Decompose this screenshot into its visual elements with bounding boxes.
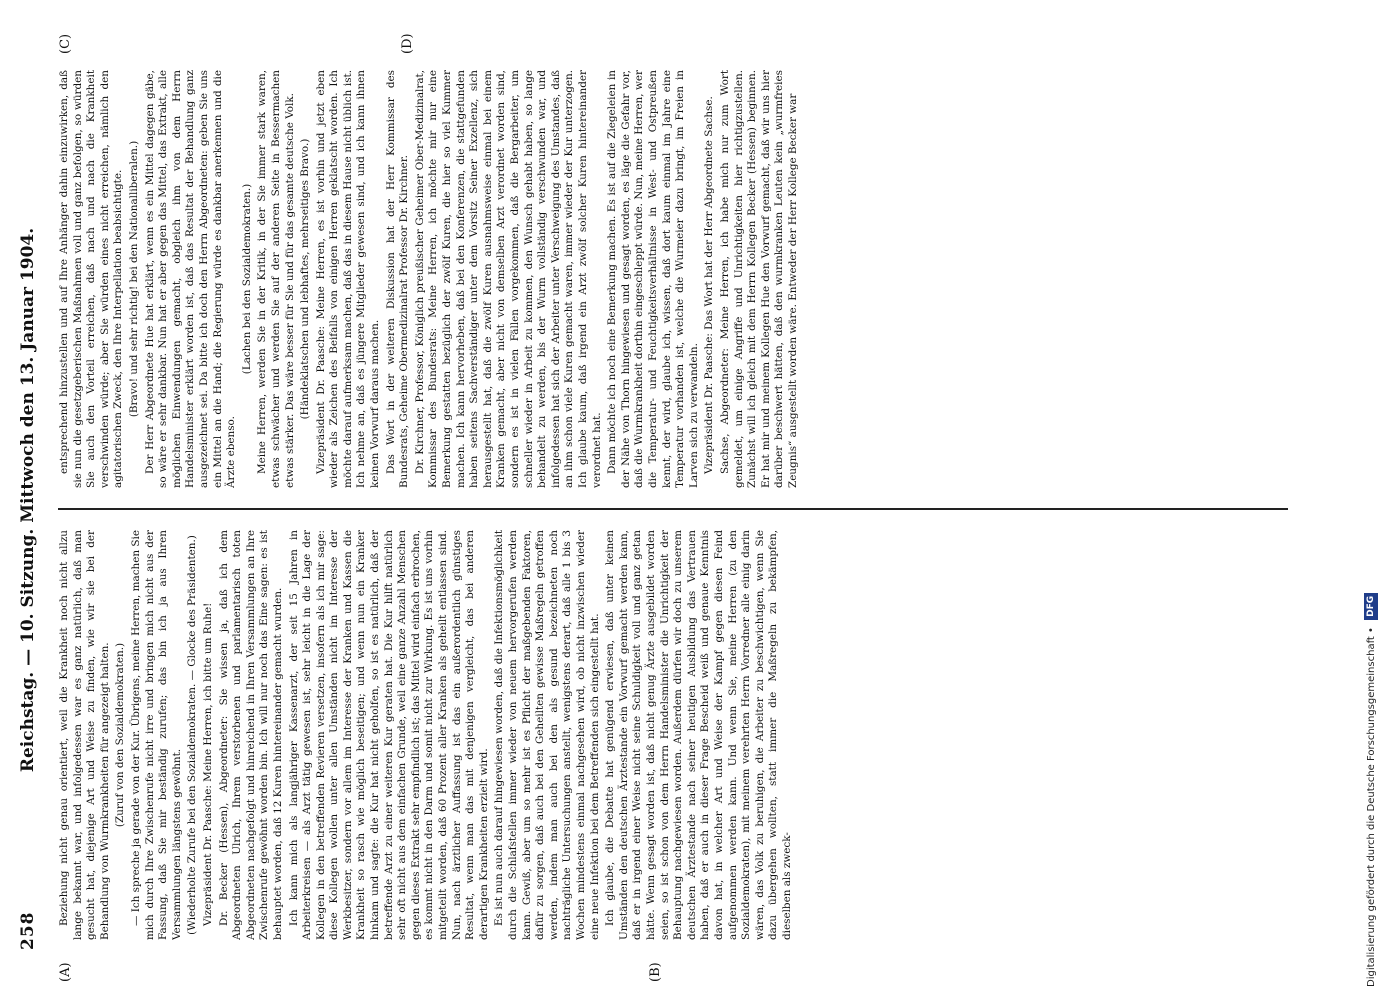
paragraph: Dr. Becker (Hessen), Abgeordneter: Sie wissen ja, daß ich dem Abgeordneten Ulrich, Ihrem verstorbenen und parlamentarisch toten Abgeordneten nachgefolgt und hinreichend in Ihren Versammlungen an Ihre Zwischenrufe gewöhnt worden bin. Ich will nur noch das Eine sagen: es ist behauptet worden, daß 12 Kuren hintereinander gemacht wurden. <box>217 530 284 940</box>
paragraph: Es ist nun auch darauf hingewiesen worden, daß die Infektionsmöglichkeit durch die Schlafstellen immer wieder von neuem hervorgerufen werden kann. Gewiß, aber um so mehr ist es Pflicht der maßgebenden Faktoren, dafür zu sorgen, daß auch bei den Geheilten gewisse Maßregeln getroffen werden, indem man auch bei den als gesund bezeichneten noch nachträgliche Untersuchungen anstellt, wenigstens derart, daß alle 1 bis 3 Wochen mindestens einmal nachgesehen wird, ob nicht inzwischen wieder eine neue Infektion bei dem Betreffenden sich eingestellt hat. <box>493 530 601 940</box>
interjection: (Bravo! und sehr richtig! bei den Nationalliberalen.) <box>127 140 140 418</box>
paragraph: entsprechend hinzustellen und auf Ihre Anhänger dahin einzuwirken, daß sie nun die gesetzgeberischen Maßnahmen voll und ganz befolgen, so würden Sie auch den Vorteil erreichen, daß nach und nach die Krankheit verschwinden würde; aber Sie würden eines nicht erreichen, nämlich den agitatorischen Zweck, den Ihre Interpellation beabsichtigte. <box>58 70 125 488</box>
column-divider <box>58 508 1288 510</box>
paragraph: Das Wort in der weiteren Diskussion hat der Herr Kommissar des Bundesrats, Geheime Obermedizinalrat Professor Dr. Kirchner. <box>384 70 411 488</box>
dfg-logo: DFG <box>1364 593 1378 620</box>
margin-mark-c: (C) <box>58 33 73 54</box>
paragraph: Beziehung nicht genau orientiert, weil die Krankheit noch nicht allzu lange bekannt war, und infolgedessen war es ganz natürlich, daß man gesucht hat, diejenige Art und Weise zu finden, wie wir sie bei der Behandlung von Wurmkrankheiten für angezeigt halten. <box>58 530 111 940</box>
paragraph: Sachse, Abgeordneter: Meine Herren, ich habe mich nur zum Wort gemeldet, um einige Angriffe und Unrichtigkeiten hier richtigzustellen. Zunächst will ich gleich mit dem Herrn Kollegen Becker (Hessen) beginnen. Er hat mir und meinem Kollegen Hue den Vorwurf gemacht, daß wir uns hier darüber beschwert hätten, daß den wurmkranken Leuten kein „wurmfreies Zeugnis“ ausgestellt worden wäre. Entweder der Herr Kollege Becker war <box>718 70 799 488</box>
interjection: (Händeklatschen und lebhaftes, mehrseitiges Bravo.) <box>299 138 312 420</box>
paragraph: — Ich spreche ja gerade von der Kur. Übrigens, meine Herren, machen Sie mich durch Ihre Zwischenrufe nicht irre und bringen mich nicht aus der Fassung, daß Sie mir beständig zurufen; das bin ich ja aus Ihren Versammlungen längstens gewöhnt. <box>129 530 183 940</box>
margin-mark-b: (B) <box>648 962 663 982</box>
digitization-credit <box>1357 12 1383 988</box>
paragraph: Ich kann mich als langjähriger Kassenarzt, der seit 15 Jahren in Arbeiterkreisen — als Arzt tätig gewesen ist, sehr leicht in die Lage der Kollegen in den betreffenden Revieren versetzen, insofern als ich mir sage: diese Kollegen wollen unter allen Umständen nicht im Interesse der Werkbesitzer, sondern vor allem im Interesse der Kranken und Kassen die Krankheit so rasch wie möglich beseitigen; und wenn nun ein Kranker hinkam und sagte: die Kur hat nicht geholfen, so ist es natürlich, daß der betreffende Arzt zu einer weiteren Kur geraten hat. Die Kur hilft natürlich sehr oft nicht aus dem einfachen Grunde, weil eine ganze Anzahl Menschen gegen dieses Extrakt sehr empfindlich ist; das Mittel wird einfach erbrochen, es kommt nicht in den Darm und somit nicht zur Wirkung. Es ist uns vorhin mitgeteilt worden, daß 60 Prozent aller Kranken als geheilt entlassen sind. Nun, nach ärztlicher Auffassung ist das ein außerordentlich günstiges Resultat, wenn man das mit denjenigen vergleicht, das bei anderen derartigen Krankheiten erzielt wird. <box>287 530 490 940</box>
paragraph: Vizepräsident Dr. Paasche: Meine Herren, es ist vorhin und jetzt eben wieder als Zeichen des Beifalls von einigen Herren geklatscht worden. Ich möchte darauf aufmerksam machen, daß das in diesem Hause nicht üblich ist. Ich nehme an, daß es jüngere Mitglieder gewesen sind, und ich kann ihnen keinen Vorwurf daraus machen. <box>314 70 382 488</box>
paragraph: Ich glaube, die Debatte hat genügend erwiesen, daß unter keinen Umständen den deutschen Ärztestande ein Vorwurf gemacht werden kann, daß er in irgend einer Weise nicht seine Schuldigkeit voll und ganz getan hätte. Wenn gesagt worden ist, daß nicht genug Ärzte ausgebildet worden seien, so ist schon von dem Herrn Handelsminister die Unrichtigkeit der Behauptung nachgewiesen worden. Außerdem dürfen wir doch zu unserem deutschen Ärztestande nach seiner heutigen Ausbildung das Vertrauen haben, daß er auch in dieser Frage Bescheid weiß und genaue Kenntnis davon hat, in welcher Art und Weise der Kampf gegen diesen Feind aufgenommen werden kann. Und wenn Sie, meine Herren (zu den Sozialdemokraten), mit meinem verehrten Herrn Vorredner alle einig darin wären, das Volk zu beruhigen, die Arbeiter zu beschwichtigen, wenn Sie dazu übergehen wollten, statt immer die Maßregeln zu bekämpfen, dieselben als zweck- <box>604 530 793 940</box>
paragraph: Dann möchte ich noch eine Bemerkung machen. Es ist auf die Ziegeleien in der Nähe von Thorn hingewiesen und gesagt worden, es läge die Gefahr vor, daß die Wurmkrankheit dorthin eingeschleppt würde. Nun, meine Herren, wer die Temperatur- und Feuchtigkeitsverhältnisse in West- und Ostpreußen kennt, der wird, glaube ich, wissen, daß dort kaum einmal im Jahre eine Temperatur vorhanden ist, welche die Wurmeier dazu bringt, im Freien in Larven sich zu verwandeln. <box>606 70 700 488</box>
paragraph: Vizepräsident Dr. Paasche: Das Wort hat der Herr Abgeordnete Sachse. <box>703 96 716 474</box>
paragraph: Vizepräsident Dr. Paasche: Meine Herren, ich bitte um Ruhe! <box>201 602 214 926</box>
margin-mark-a: (A) <box>58 962 73 982</box>
right-column <box>58 70 1288 488</box>
interjection: (Wiederholte Zurufe bei den Sozialdemokraten. — Glocke des Präsidenten.) <box>186 535 199 935</box>
margin-mark-d: (D) <box>400 33 415 54</box>
interjection: (Lachen bei den Sozialdemokraten.) <box>240 183 253 375</box>
interjection: (Zuruf von den Sozialdemokraten.) <box>114 642 127 828</box>
page-number: 258 <box>18 911 38 950</box>
paragraph: Meine Herren, werden Sie in der Kritik, in der Sie immer stark waren, etwas schwächer und werden Sie auf der anderen Seite in Bessermachen etwas stärker. Das wäre besser für Sie und für das gesamte deutsche Volk. <box>256 70 296 488</box>
credit-text: Digitalisierung gefördert durch die Deutsche Forschungsgemeinschaft • <box>1366 627 1377 987</box>
left-column <box>58 530 1288 940</box>
page-header <box>14 40 44 960</box>
paragraph: Dr. Kirchner, Professor, Königlich preußischer Geheimer Ober-Medizinalrat, Kommissar des Bundesrats: Meine Herren, ich möchte mir nur eine Bemerkung gestatten bezüglich der zwölf Kuren, die hier so viel Kummer machen. Ich kann hervorheben, daß bei den Konferenzen, die stattgefunden haben seitens Sachverständiger unter dem Vorsitz Seiner Exzellenz, sich herausgestellt hat, daß die zwölf Kuren ausnahmsweise einmal bei einem Kranken gemacht, aber nicht von demselben Arzt verordnet worden sind, sondern es ist in vielen Fällen vorgekommen, daß die Bergarbeiter, um schneller wieder in Arbeit zu kommen, den Wunsch gehabt haben, so lange behandelt zu werden, bis der Wurm vollständig verschwunden war, und infolgedessen hat sich der Arbeiter unter Verschweigung des Umstandes, daß an ihm schon viele Kuren gemacht waren, immer wieder der Kur unterzogen. Ich glaube kaum, daß irgend ein Arzt zwölf solcher Kuren hintereinander verordnet hat. <box>413 70 603 488</box>
page-title: Reichstag. — 10. Sitzung. Mittwoch den 13. Januar 1904. <box>18 227 38 773</box>
paragraph: Der Herr Abgeordnete Hue hat erklärt, wenn es ein Mittel dagegen gäbe, so wäre er sehr dankbar. Nun hat er aber gegen das Mittel, das Extrakt, alle möglichen Einwendungen gemacht, obgleich ihm von dem Herrn Handelsminister erklärt worden ist, daß das Resultat der Behandlung ganz ausgezeichnet sei. Da bitte ich doch den Herrn Abgeordneten: geben Sie uns ein Mittel an die Hand; die Regierung würde es dankbar anerkennen und die Ärzte ebenso. <box>143 70 238 488</box>
